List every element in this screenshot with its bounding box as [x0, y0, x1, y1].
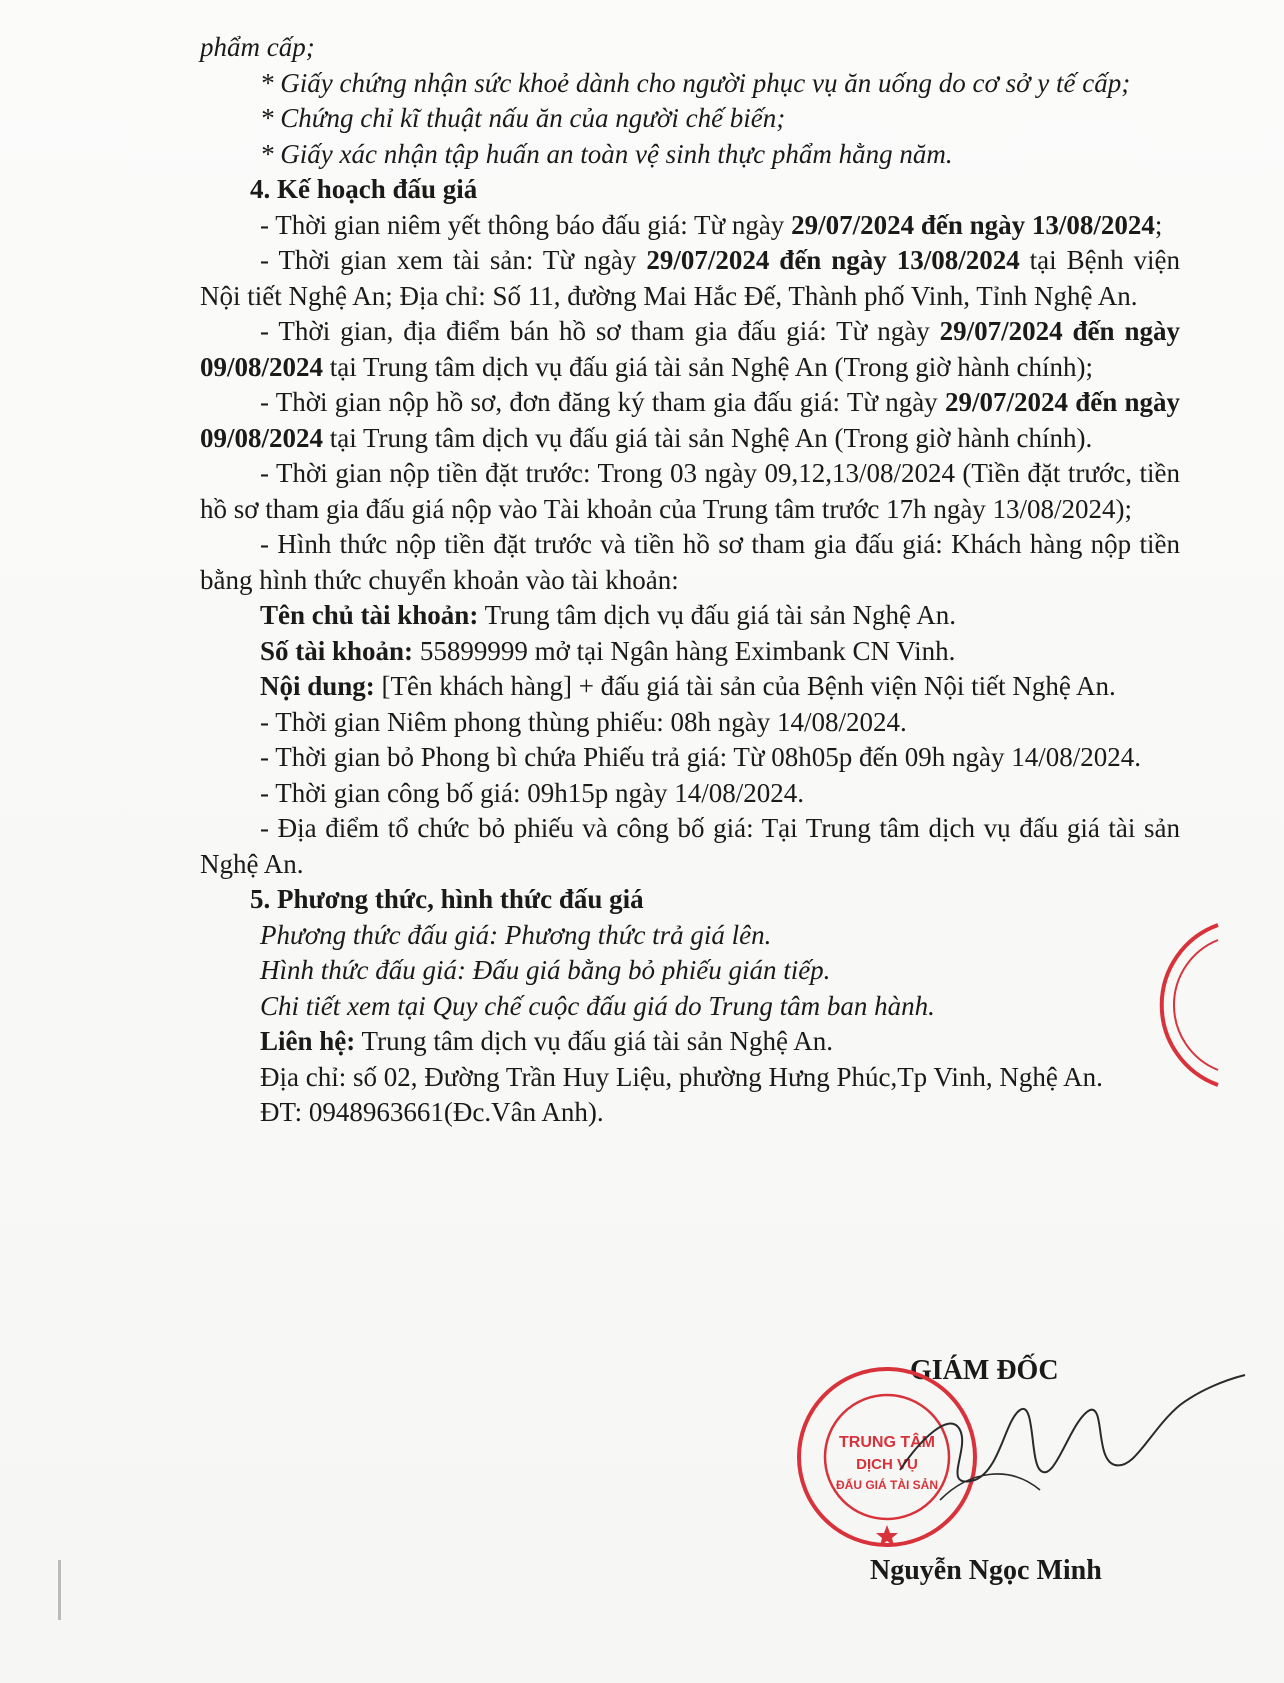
requirement-item: * Giấy chứng nhận sức khoẻ dành cho người phục vụ ăn uống do cơ sở y tế cấp;: [260, 67, 1131, 98]
phone-line: ĐT: 0948963661(Đc.Vân Anh).: [260, 1097, 604, 1127]
field-value: Trung tâm dịch vụ đấu giá tài sản Nghệ An.: [355, 1026, 833, 1056]
contact-line: [200, 1024, 1180, 1060]
partial-seal-stamp: [1140, 920, 1220, 1090]
text-line: phẩm cấp;: [200, 32, 315, 62]
requirement-item: * Chứng chỉ kĩ thuật nấu ăn của người chế biến;: [260, 103, 786, 133]
section-heading-5: 5. Phương thức, hình thức đấu giá: [250, 884, 644, 914]
bold-date-range: 29/07/2024 đến ngày 09/08/2024: [200, 387, 1180, 453]
account-name-line: [200, 598, 1180, 634]
text-span: tại Trung tâm dịch vụ đấu giá tài sản Nghệ An (Trong giờ hành chính);: [323, 351, 1093, 382]
field-label: Nội dung:: [260, 671, 375, 701]
field-value: Trung tâm dịch vụ đấu giá tài sản Nghệ An.: [478, 600, 957, 630]
bold-date-range: 29/07/2024 đến ngày 13/08/2024: [646, 245, 1020, 275]
text-span: - Thời gian nộp hồ sơ, đơn đăng ký tham gia đấu giá: Từ ngày: [260, 387, 945, 417]
svg-text:TRUNG TÂM: TRUNG TÂM: [839, 1434, 935, 1451]
paragraph-sale-docs-time: [200, 314, 1180, 385]
text-span: ;: [1154, 209, 1163, 240]
scan-edge-mark: [58, 1560, 61, 1620]
bold-date-range: 29/07/2024 đến ngày 13/08/2024: [791, 209, 1155, 240]
text-span: tại Bệnh viện Nội tiết Nghệ An; Địa chỉ: Số 11, đường Mai Hắc Đế, Thành phố Vinh, Tỉnh Nghệ An.: [200, 245, 1180, 311]
document-body: [200, 30, 1180, 1131]
details-line: Chi tiết xem tại Quy chế cuộc đấu giá do Trung tâm ban hành.: [260, 990, 935, 1021]
paragraph-submit-docs-time: [200, 385, 1180, 456]
account-number-line: [200, 634, 1180, 670]
field-value: 55899999 mở tại Ngân hàng Eximbank CN Vinh.: [413, 635, 956, 666]
text-span: tại Trung tâm dịch vụ đấu giá tài sản Nghệ An (Trong giờ hành chính).: [323, 422, 1093, 453]
form-line: Hình thức đấu giá: Đấu giá bằng bỏ phiếu gián tiếp.: [260, 955, 831, 985]
field-label: Tên chủ tài khoản:: [260, 600, 479, 630]
paragraph-deposit-method: - Hình thức nộp tiền đặt trước và tiền hồ sơ tham gia đấu giá: Khách hàng nộp tiền bằng hình thức chuyển khoản vào tài khoản:: [200, 529, 1180, 595]
paragraph-venue: - Địa điểm tổ chức bỏ phiếu và công bố giá: Tại Trung tâm dịch vụ đấu giá tài sản Nghệ An.: [200, 813, 1180, 879]
paragraph-viewing-time: [200, 243, 1180, 314]
paragraph-deposit-time: - Thời gian nộp tiền đặt trước: Trong 03 ngày 09,12,13/08/2024 (Tiền đặt trước, tiền hồ sơ tham gia đấu giá nộp vào Tài khoản của Trung tâm trước 17h ngày 13/08/2024);: [200, 458, 1180, 524]
paragraph-posting-time: [200, 208, 1180, 244]
field-label: Liên hệ:: [260, 1026, 356, 1056]
section-heading-4: 4. Kế hoạch đấu giá: [250, 174, 478, 204]
method-line: Phương thức đấu giá: Phương thức trả giá lên.: [260, 919, 772, 950]
address-line: Địa chỉ: số 02, Đường Trần Huy Liệu, phường Hưng Phúc,Tp Vinh, Nghệ An.: [260, 1061, 1103, 1092]
requirement-item: * Giấy xác nhận tập huấn an toàn vệ sinh thực phẩm hằng năm.: [260, 138, 953, 169]
signer-name: Nguyễn Ngọc Minh: [870, 1555, 1102, 1586]
paragraph-seal-box-time: - Thời gian Niêm phong thùng phiếu: 08h ngày 14/08/2024.: [260, 706, 907, 737]
paragraph-envelope-time: - Thời gian bỏ Phong bì chứa Phiếu trả giá: Từ 08h05p đến 09h ngày 14/08/2024.: [260, 742, 1141, 772]
signer-title: GIÁM ĐỐC: [910, 1355, 1059, 1386]
field-label: Số tài khoản:: [260, 635, 414, 666]
text-span: - Thời gian niêm yết thông báo đấu giá: Từ ngày: [260, 209, 792, 240]
handwritten-signature: [880, 1350, 1250, 1540]
transfer-content-line: [200, 669, 1180, 705]
bold-date-range: 29/07/2024 đến ngày 09/08/2024: [200, 316, 1180, 382]
text-span: - Thời gian, địa điểm bán hồ sơ tham gia đấu giá: Từ ngày: [260, 316, 940, 346]
field-value: [Tên khách hàng] + đấu giá tài sản của Bệnh viện Nội tiết Nghệ An.: [374, 671, 1116, 701]
paragraph-announce-time: - Thời gian công bố giá: 09h15p ngày 14/08/2024.: [260, 777, 804, 808]
text-span: - Thời gian xem tài sản: Từ ngày: [260, 245, 647, 275]
svg-text:ĐẤU GIÁ TÀI SẢN: ĐẤU GIÁ TÀI SẢN: [836, 1478, 938, 1492]
svg-text:DỊCH VỤ: DỊCH VỤ: [856, 1456, 918, 1473]
